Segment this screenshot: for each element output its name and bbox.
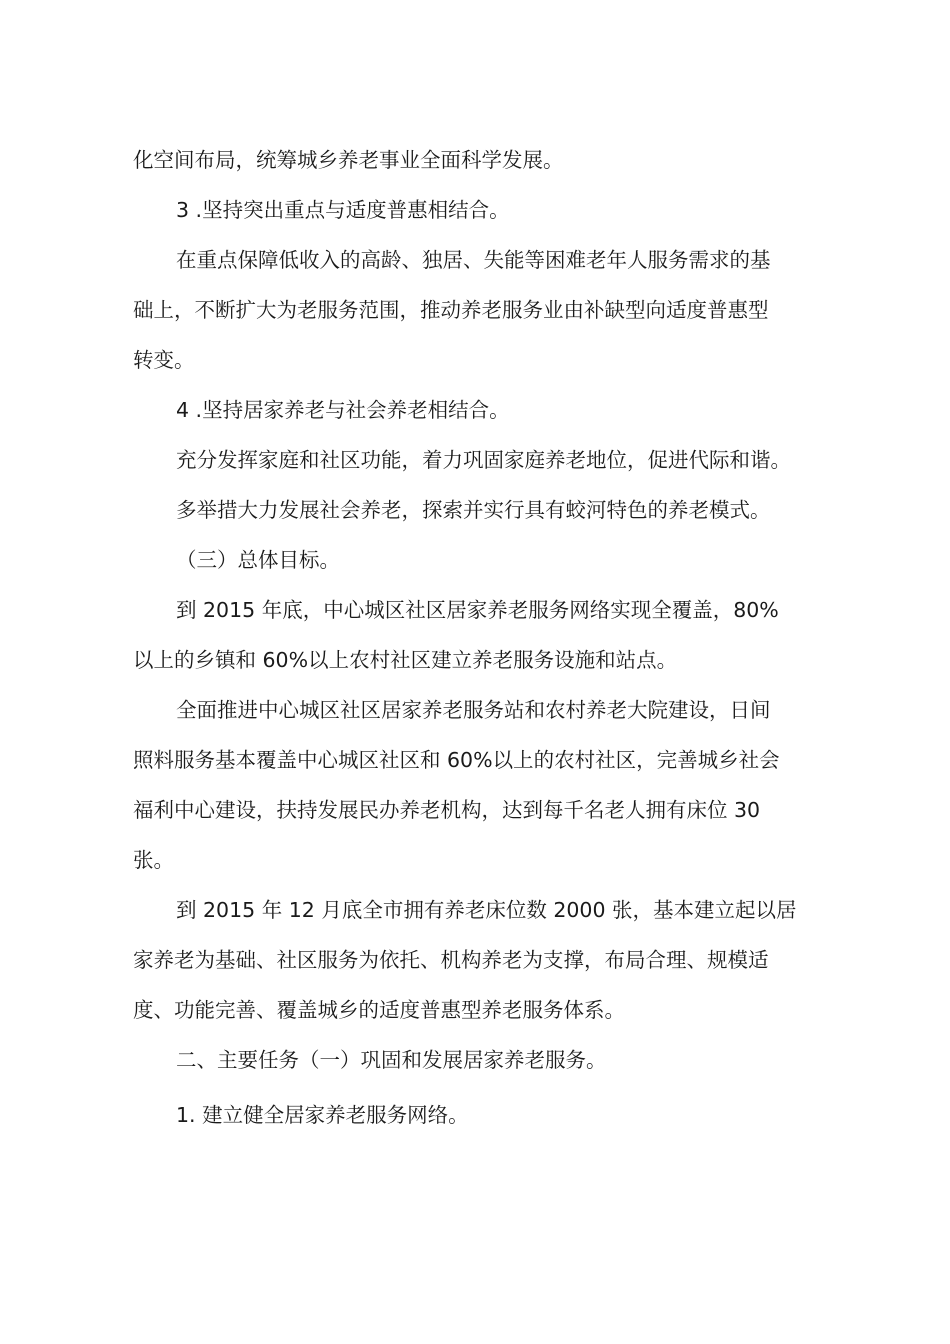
section-heading: 二、主要任务（一）巩固和发展居家养老服务。 [176,1048,607,1072]
text-line: 到 2015 年 12 月底全市拥有养老床位数 2000 张，基本建立起以居 [176,898,797,922]
text-line: 张。 [133,848,174,872]
text-line: 充分发挥家庭和社区功能，着力巩固家庭养老地位，促进代际和谐。 [176,448,791,472]
subsection-heading: （三）总体目标。 [176,548,340,572]
text-line: 化空间布局，统筹城乡养老事业全面科学发展。 [133,148,564,172]
text-line: 度、功能完善、覆盖城乡的适度普惠型养老服务体系。 [133,998,625,1022]
text-line: 照料服务基本覆盖中心城区社区和 60%以上的农村社区，完善城乡社会 [133,748,780,772]
section-item-3-heading: 3 .坚持突出重点与适度普惠相结合。 [176,198,510,222]
text-line: 福利中心建设，扶持发展民办养老机构，达到每千名老人拥有床位 30 [133,798,761,822]
text-line: 在重点保障低收入的高龄、独居、失能等困难老年人服务需求的基 [176,248,771,272]
text-line: 家养老为基础、社区服务为依托、机构养老为支撑，布局合理、规模适 [133,948,769,972]
text-line: 以上的乡镇和 60%以上农村社区建立养老服务设施和站点。 [133,648,678,672]
text-line: 多举措大力发展社会养老，探索并实行具有蛟河特色的养老模式。 [176,498,771,522]
numbered-item-1: 1. 建立健全居家养老服务网络。 [176,1103,469,1127]
text-line: 础上，不断扩大为老服务范围，推动养老服务业由补缺型向适度普惠型 [133,298,769,322]
section-item-4-heading: 4 .坚持居家养老与社会养老相结合。 [176,398,510,422]
text-line: 到 2015 年底，中心城区社区居家养老服务网络实现全覆盖，80% [176,598,779,622]
text-line: 转变。 [133,348,195,372]
text-line: 全面推进中心城区社区居家养老服务站和农村养老大院建设，日间 [176,698,771,722]
